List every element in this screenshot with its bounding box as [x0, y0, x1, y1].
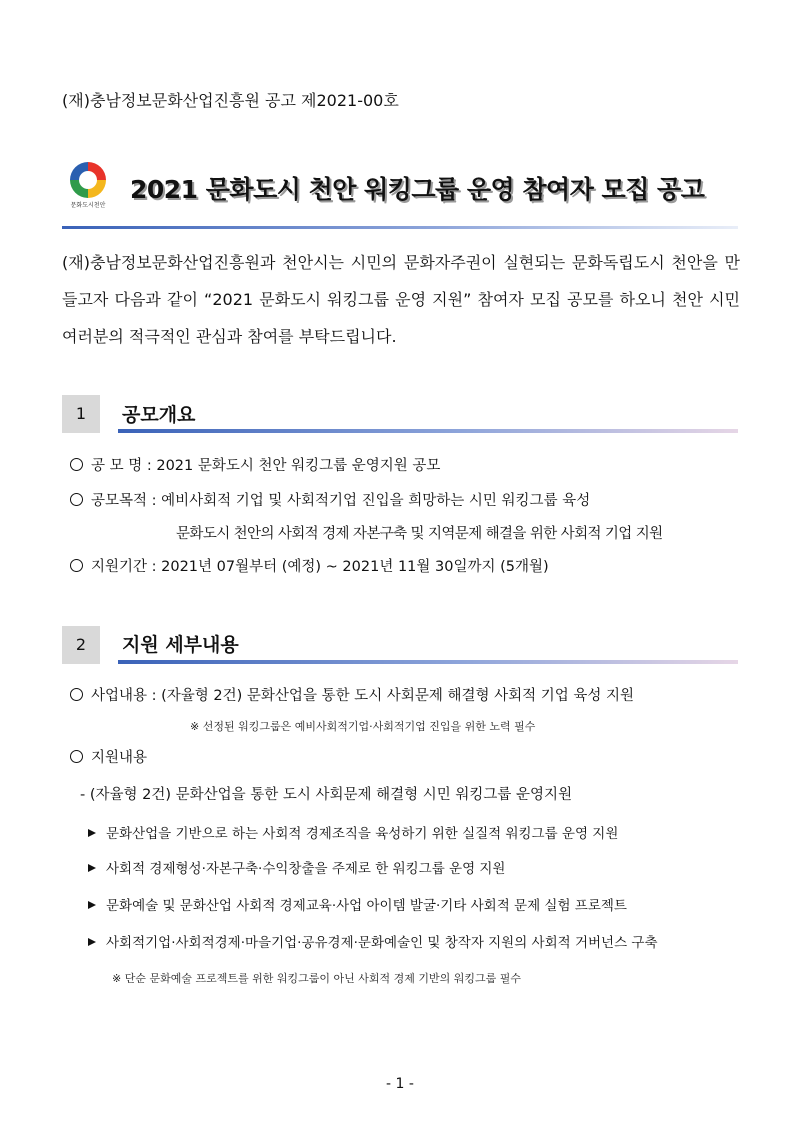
circle-bullet-icon [70, 559, 83, 572]
logo-mark-icon [60, 160, 116, 200]
page-number: - 1 - [386, 1076, 414, 1092]
notice-number: (재)충남정보문화산업진흥원 공고 제2021-00호 [62, 91, 399, 110]
circle-bullet-icon [70, 688, 83, 701]
section-1-number: 1 [62, 395, 100, 433]
triangle-bullet-icon [88, 901, 96, 909]
triangle-bullet-icon [88, 864, 96, 872]
intro-paragraph: (재)충남정보문화산업진흥원과 천안시는 시민의 문화자주권이 실현되는 문화독립도시 천안을 만들고자 다음과 같이 “2021 문화도시 워킹그룹 운영 지원” 참여자 모집 공모를 하오니 천안 시민 여러분의 적극적인 관심과 참여를 부탁드립니다. [62, 253, 740, 346]
circle-bullet-icon [70, 750, 83, 763]
title-divider [62, 226, 738, 229]
support-bullet: 문화예술 및 문화산업 사회적 경제교육·사업 아이템 발굴·기타 사회적 문제 실험 프로젝트 [88, 894, 627, 914]
section-1-divider [118, 429, 738, 433]
support-bullet: 사회적기업·사회적경제·마을기업·공유경제·문화예술인 및 창작자 지원의 사회적 거버넌스 구축 [88, 931, 658, 951]
bottom-note: ※ 단순 문화예술 프로젝트를 위한 워킹그룹이 아닌 사회적 경제 기반의 워킹그룹 필수 [112, 972, 521, 985]
support-content-item: 지원내용 [70, 746, 147, 767]
business-note: ※ 선정된 워킹그룹은 예비사회적기업·사회적기업 진입을 위한 노력 필수 [190, 720, 536, 733]
logo-caption: 문화도시천안 [70, 202, 106, 209]
support-subheading: - (자율형 2건) 문화산업을 통한 도시 사회문제 해결형 시민 워킹그룹 운영지원 [80, 787, 573, 803]
page-title: 2021 문화도시 천안 워킹그룹 운영 참여자 모집 공고 [130, 175, 705, 204]
contest-purpose-item: 공모목적 : 예비사회적 기업 및 사회적기업 진입을 희망하는 시민 워킹그룹 육성 [70, 489, 590, 510]
section-2-divider [118, 660, 738, 664]
cheonan-culture-city-logo [60, 160, 116, 212]
section-2-number: 2 [62, 626, 100, 664]
support-bullet: 문화산업을 기반으로 하는 사회적 경제조직을 육성하기 위한 실질적 워킹그룹 운영 지원 [88, 822, 618, 842]
contest-name-item: 공 모 명 : 2021 문화도시 천안 워킹그룹 운영지원 공모 [70, 454, 440, 475]
contest-purpose-continuation: 문화도시 천안의 사회적 경제 자본구축 및 지역문제 해결을 위한 사회적 기업 지원 [176, 526, 663, 542]
support-bullet: 사회적 경제형성·자본구축·수익창출을 주제로 한 워킹그룹 운영 지원 [88, 857, 505, 877]
support-period-item: 지원기간 : 2021년 07월부터 (예정) ~ 2021년 11월 30일까지 (5개월) [70, 555, 549, 576]
section-2-title: 지원 세부내용 [122, 634, 239, 656]
section-1-title: 공모개요 [122, 404, 196, 426]
business-content-item: 사업내용 : (자율형 2건) 문화산업을 통한 도시 사회문제 해결형 사회적 기업 육성 지원 [70, 684, 634, 705]
triangle-bullet-icon [88, 938, 96, 946]
circle-bullet-icon [70, 493, 83, 506]
circle-bullet-icon [70, 458, 83, 471]
triangle-bullet-icon [88, 829, 96, 837]
